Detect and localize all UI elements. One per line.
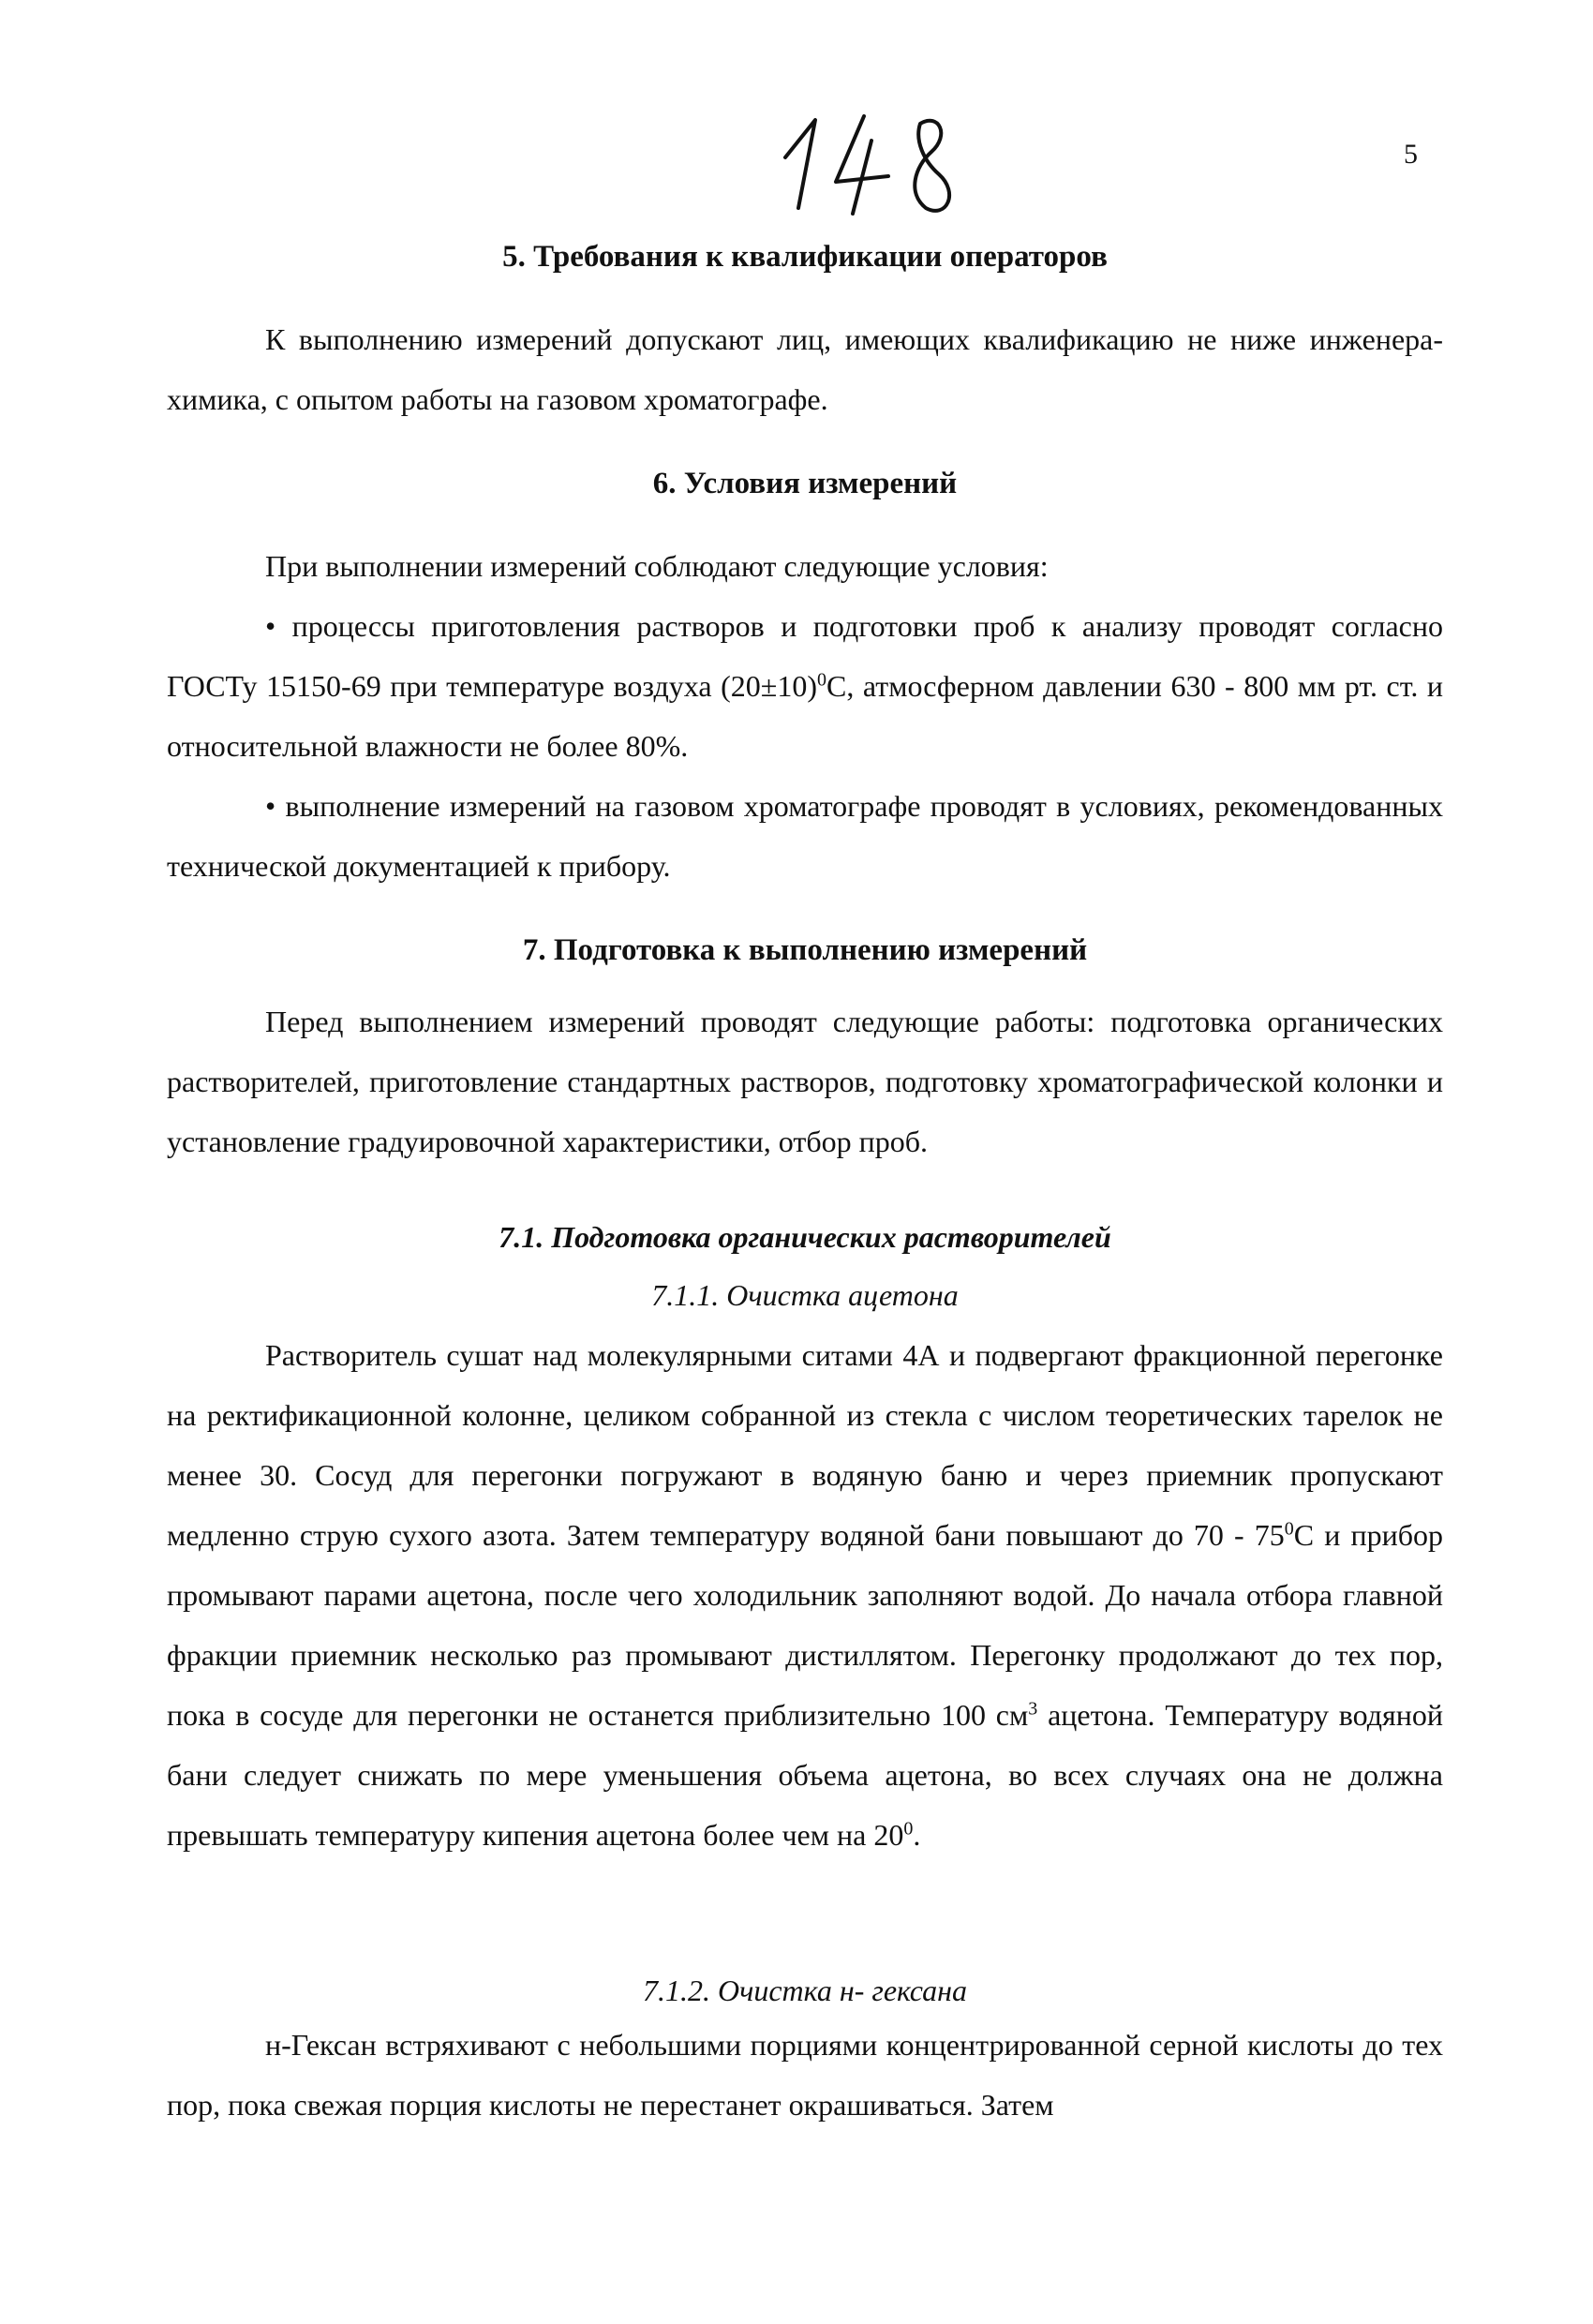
section-7-1-title: 7.1. Подготовка органических растворителей [499,1220,1111,1254]
section-7-title: 7. Подготовка к выполнению измерений [522,933,1088,967]
section-5-title: 5. Требования к квалификации операторов [502,240,1108,274]
section-6-title: 6. Условия измерений [652,467,958,500]
section-7-1-2-text [167,2015,1443,2135]
section-7-1-2-title: 7.1.2. Очистка н- гексана [642,1974,968,2007]
section-6-text [167,536,1443,896]
hexane-purification-paragraph: н-Гексан встряхивают с небольшими порциями концентрированной серной кислоты до тех пор, пока свежая порция кислоты не перестанет окрашиваться. Затем [167,2028,1443,2122]
handwritten-number-graphic [778,103,965,225]
conditions-intro: При выполнении измерений соблюдают следующие условия: [265,549,1049,583]
condition-bullet-1: • процессы приготовления растворов и подготовки проб к анализу проводят согласно ГОСТу 15150-69 при температуре воздуха $(20\pm 10)^0С$, атмосферном давлении 630 - 800 мм рт. ст. и относительной влажности не более 80%. [167,609,1444,763]
condition-bullet-2: • выполнение измерений на газовом хроматографе проводят в условиях, рекомендованных технической документацией к прибору. [167,789,1443,883]
acetone-purification-paragraph: Растворитель сушат над молекулярными ситами 4А и подвергают фракционной перегонке на ректификационной колонне, целиком собранной из стекла с числом теоретических тарелок не менее 30. Сосуд для перегонки погружают в водяную баню и через приемник пропускают медленно струю сухого азота. Затем температуру водяной бани повышают до $70 - 75^0С$ и прибор промывают парами ацетона, после чего холодильник заполняют водой. До начала отбора главной фракции приемник несколько раз промывают дистиллятом. Перегонку продолжают до тех пор, пока в сосуде для перегонки не останется приблизительно 100 $см^3$ ацетона. Температуру водяной бани следует снижать по мере уменьшения объема ацетона, во всех случаях она не должна превышать температуру кипения ацетона более чем на $20^0$. [167,1338,1444,1852]
handwritten-page-number [778,103,965,225]
qualification-paragraph: К выполнению измерений допускают лиц, имеющих квалификацию не ниже инженера-химика, с опытом работы на газовом хроматографе. [167,322,1443,416]
page-number: 5 [1404,139,1418,170]
section-5-text [167,309,1443,429]
section-7-1-1-title: 7.1.1. Очистка ацетона [651,1278,959,1312]
section-7-1-1-text [167,1325,1443,1865]
section-7-text [167,991,1443,1171]
preparation-paragraph: Перед выполнением измерений проводят следующие работы: подготовка органических растворителей, приготовление стандартных растворов, подготовку хроматографической колонки и установление градуировочной характеристики, отбор проб. [167,1005,1443,1158]
